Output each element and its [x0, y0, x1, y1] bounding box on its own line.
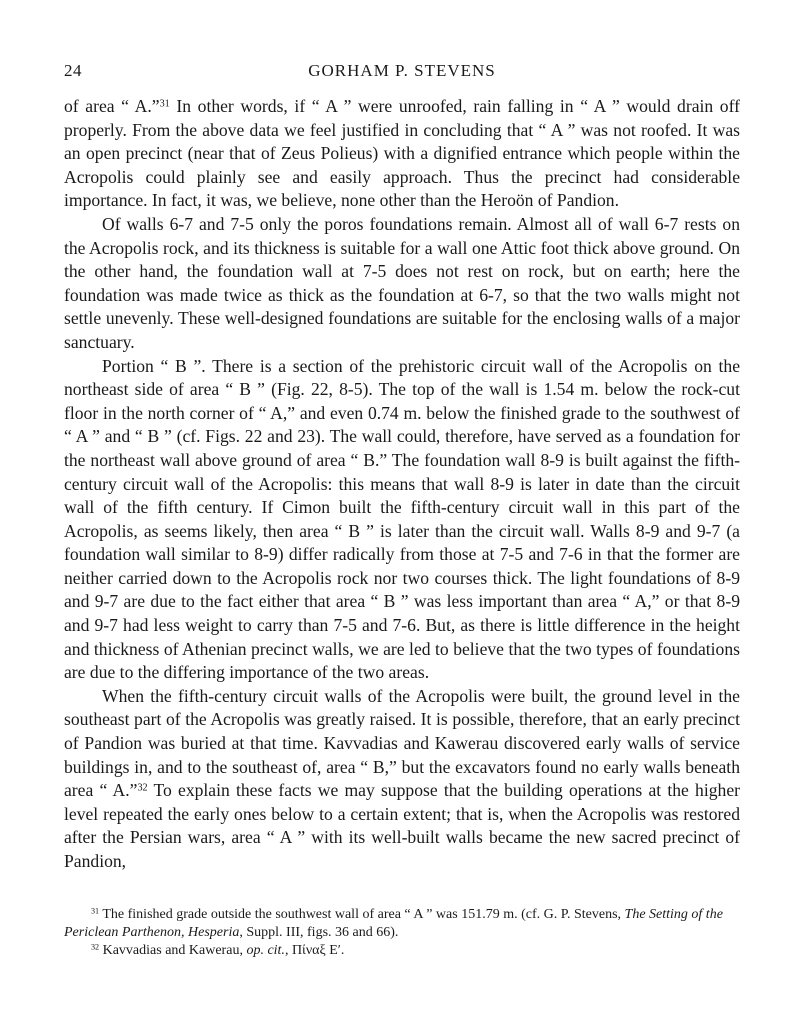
footnote-31-text: The finished grade outside the southwest wall of area “ A ” was 151.79 m. (cf. G. P. Stevens, [99, 907, 625, 922]
footnote-31 [64, 906, 740, 942]
paragraph-4 [64, 685, 740, 874]
footnotes [64, 906, 740, 960]
paragraph-4-start: When the fifth-century circuit walls of the Acropolis were built, the ground level in the southeast part of the Acropolis was greatly raised. It is possible, therefore, that an early precinct of Pandion was buried at that time. Kavvadias and Kawerau discovered early walls of service buildings in, and to the southeast of, area “ B,” but the excavators found no early walls beneath area “ A.” [64, 685, 740, 801]
footnote-32 [64, 942, 740, 960]
footnote-31-text-end: , Suppl. III, figs. 36 and 66). [239, 925, 399, 940]
paragraph-1-rest: In other words, if “ A ” were unroofed, rain falling in “ A ” would drain off properly. From the above data we feel justified in concluding that “ A ” was not roofed. It was an open precinct (near that of Zeus Polieus) with a dignified entrance which people within the Acropolis could plainly see and easily approach. Thus the precinct had considerable importance. In fact, it was, we believe, none other than the Heroön of Pandion. [64, 96, 741, 211]
paragraph-1 [64, 95, 740, 213]
footnote-32-text: Kavvadias and Kawerau, [99, 943, 247, 958]
paragraph-1-start: of area “ A.” [64, 96, 160, 116]
paragraph-3: Portion “ B ”. There is a section of the prehistoric circuit wall of the Acropolis on the northeast side of area “ B ” (Fig. 22, 8-5). The top of the wall is 1.54 m. below the rock-cut floor in the north corner of “ A,” and even 0.74 m. below the finished grade to the southwest of “ A ” and “ B ” (cf. Figs. 22 and 23). The wall could, therefore, have served as a foundation for the northeast wall above ground of area “ B.” The foundation wall 8-9 is built against the fifth-century circuit wall of the Acropolis: this means that wall 8-9 is later in date than the circuit wall of the fifth century. If Cimon built the fifth-century circuit wall in this part of the Acropolis, as seems likely, then area “ B ” is later than the circuit wall. Walls 8-9 and 9-7 (a foundation wall similar to 8-9) differ radically from those at 7-5 and 7-6 in that the former are neither carried down to the Acropolis rock nor two courses thick. The light foundations of 8-9 and 9-7 are due to the fact either that area “ B ” was less important than area “ A,” or that 8-9 and 9-7 had less weight to carry than 7-5 and 7-6. But, as there is little difference in the height and thickness of Athenian precinct walls, we are led to believe that the two types of foundations are due to the differing importance of the two areas. [64, 355, 740, 683]
footnote-32-citation: op. cit. [246, 943, 285, 958]
footnote-ref-32: 32 [137, 782, 148, 794]
running-title: GORHAM P. STEVENS [308, 61, 496, 80]
footnote-ref-31: 31 [159, 98, 170, 110]
running-head [64, 61, 740, 85]
footnote-32-text-end: , Πίναξ E′. [284, 943, 345, 958]
footnote-mark-31: 31 [91, 906, 100, 916]
footnote-31-citation: The Setting of the Periclean Parthenon, Hesperia [64, 907, 723, 940]
body-text [64, 95, 740, 874]
page-number: 24 [64, 61, 82, 80]
footnote-mark-32: 32 [91, 942, 100, 952]
paragraph-4-rest: To explain these facts we may suppose that the building operations at the higher level repeated the early ones below to a certain extent; that is, when the Acropolis was restored after the Persian wars, area “ A ” with its well-built walls became the new sacred precinct of Pandion, [64, 780, 740, 871]
paragraph-2: Of walls 6-7 and 7-5 only the poros foundations remain. Almost all of wall 6-7 rests on the Acropolis rock, and its thickness is suitable for a wall one Attic foot thick above ground. On the other hand, the foundation wall at 7-5 does not rest on rock, but on earth; here the foundation was made twice as thick as the foundation at 6-7, so that the two walls might not settle unevenly. These well-designed foundations are suitable for the enclosing walls of a major sanctuary. [64, 213, 740, 352]
